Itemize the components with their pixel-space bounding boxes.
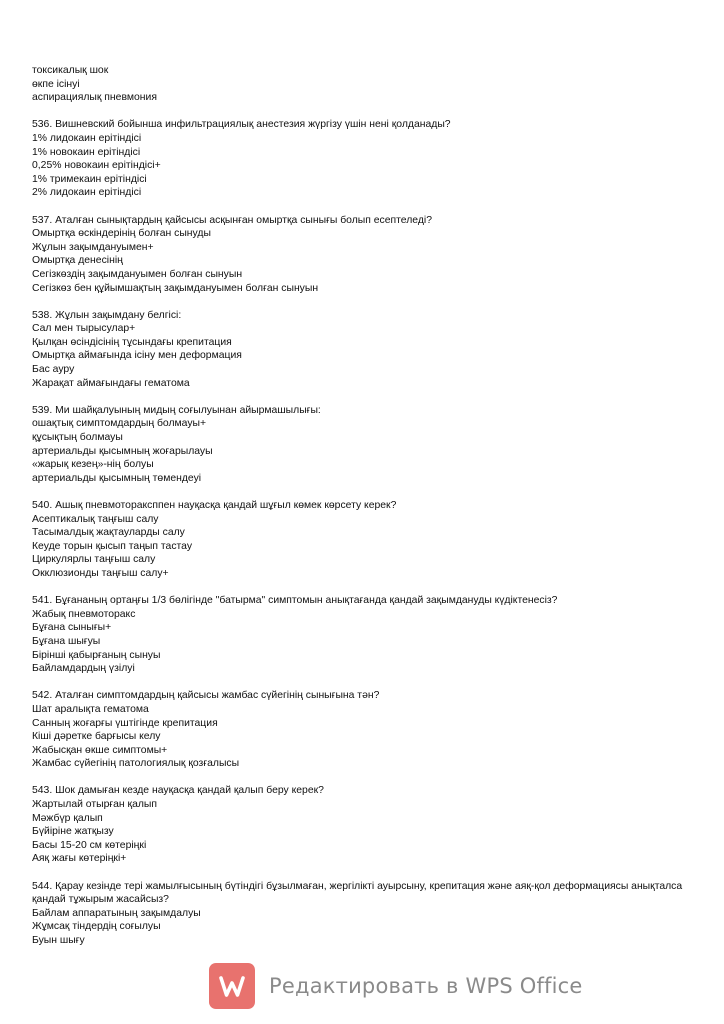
question-text: 536. Вишневский бойынша инфильтрациялық анестезия жүргізу үшін нені қолданады? <box>32 119 451 131</box>
answer-option: Бұғана сынығы+ <box>32 622 112 634</box>
answer-option: Кеуде торын қысып таңып тастау <box>32 540 193 552</box>
answer-option: Буын шығу <box>32 935 85 946</box>
document-page <box>32 64 712 948</box>
answer-option: Бірінші қабырғаның сынуы <box>32 649 161 661</box>
answer-option: 0,25% новокаин ерітіндісі+ <box>32 160 161 172</box>
answer-option: Окклюзионды таңғыш салу+ <box>32 567 169 579</box>
answer-option: Омыртқа өскіндерінің болған сынуды <box>32 228 211 240</box>
question-544 <box>32 880 712 948</box>
question-537 <box>32 214 712 296</box>
question-543 <box>32 784 712 866</box>
answer-option: Жабысқан өкше симптомы+ <box>32 744 168 756</box>
answer-option: Байлам аппаратының зақымдалуы <box>32 907 201 919</box>
answer-option: құсықтың болмауы <box>32 432 123 444</box>
question-536 <box>32 118 712 200</box>
question-text: 537. Аталған сынықтардың қайсысы асқынған омыртқа сынығы болып есептеледі? <box>32 214 432 226</box>
question-542 <box>32 689 712 771</box>
question-539 <box>32 404 712 486</box>
answer-option: Сал мен тырысулар+ <box>32 323 136 335</box>
answer-option: Санның жоғарғы үштігінде крепитация <box>32 717 218 729</box>
answer-option: Бүйіріне жатқызу <box>32 826 114 838</box>
answer-option: Асептикалық таңғыш салу <box>32 513 159 525</box>
intro-line: токсикалық шок <box>32 65 109 76</box>
answer-option: Бас ауру <box>32 364 75 376</box>
answer-option: «жарық кезең»-нің болуы <box>32 459 154 471</box>
answer-option: артериальды қысымның жоғарылауы <box>32 445 213 457</box>
answer-option: Бұғана шығуы <box>32 635 101 647</box>
question-540 <box>32 499 712 581</box>
answer-option: Омыртқа аймағында ісіну мен деформация <box>32 350 242 362</box>
answer-option: Кіші дәретке барғысы келу <box>32 731 161 743</box>
answer-option: 1% лидокаин ерітіндісі <box>32 132 142 144</box>
answer-option: Жабық пневмоторакс <box>32 608 136 620</box>
answer-option: ошақтық симптомдардың болмауы+ <box>32 418 207 430</box>
answer-option: 1% новокаин ерітіндісі <box>32 146 141 158</box>
answer-option: Жарақат аймағындағы гематома <box>32 377 190 389</box>
answer-option: Жамбас сүйегінің патологиялық қозғалысы <box>32 758 240 770</box>
question-text: 544. Қарау кезінде тері жамылғысының бүтіндігі бұзылмаған, жергілікті ауырсыну, крепитация және аяқ-қол деформациясы анықталса қандай тұжырым жасайсыз? <box>32 880 683 906</box>
answer-option: Аяқ жағы көтеріңкі+ <box>32 853 127 865</box>
question-text: 540. Ашық пневмотораксппен науқасқа қандай шұғыл көмек көрсету керек? <box>32 500 397 511</box>
answer-option: артериальды қысымның төмендеуі <box>32 472 202 484</box>
answer-option: Сегізкөз бен құйымшақтың зақымдануымен болған сынуын <box>32 282 319 294</box>
question-text: 543. Шок дамыған кезде науқасқа қандай қалып беру керек? <box>32 785 324 797</box>
answer-option: Жартылай отырған қалып <box>32 799 158 811</box>
answer-option: Омыртқа денесінің <box>32 255 123 267</box>
question-text: 542. Аталған симптомдардың қайсысы жамбас сүйегінің сынығына тән? <box>32 690 380 702</box>
answer-option: Жұлын зақымдануымен+ <box>32 241 154 253</box>
answer-option: Байламдардың үзілуі <box>32 663 135 675</box>
intro-line: аспирациялық пневмония <box>32 92 157 104</box>
answer-option: Басы 15-20 см көтеріңкі <box>32 839 147 851</box>
question-text: 541. Бұғананың ортаңғы 1/3 бөлігінде "батырма" симптомын анықтағанда қандай зақымдануды күдіктенесіз? <box>32 595 558 607</box>
answer-option: 1% тримекаин ерітіндісі <box>32 173 147 185</box>
intro-block <box>32 64 712 105</box>
answer-option: Жұмсақ тіндердің соғылуы <box>32 921 161 933</box>
question-541 <box>32 594 712 676</box>
answer-option: Шат аралықта гематома <box>32 703 149 715</box>
answer-option: Тасымалдық жақтауларды салу <box>32 527 185 539</box>
intro-line: өкпе ісінуі <box>32 78 80 90</box>
question-text: 538. Жұлын зақымдану белгісі: <box>32 309 182 321</box>
edit-in-wps-label: Редактировать в WPS Office <box>269 974 583 998</box>
answer-option: 2% лидокаин ерітіндісі <box>32 187 142 199</box>
answer-option: Мәжбүр қалып <box>32 812 103 824</box>
answer-option: Циркулярлы таңғыш салу <box>32 554 156 566</box>
answer-option: Қылқан өсіндісінің тұсындағы крепитация <box>32 336 232 348</box>
question-538 <box>32 309 712 391</box>
question-text: 539. Ми шайқалуының мидың соғылуынан айырмашылығы: <box>32 404 321 416</box>
answer-option: Сегізкөздің зақымдануымен болған сынуын <box>32 268 243 280</box>
wps-logo-icon <box>209 963 255 1009</box>
edit-in-wps-button[interactable] <box>209 962 583 1010</box>
